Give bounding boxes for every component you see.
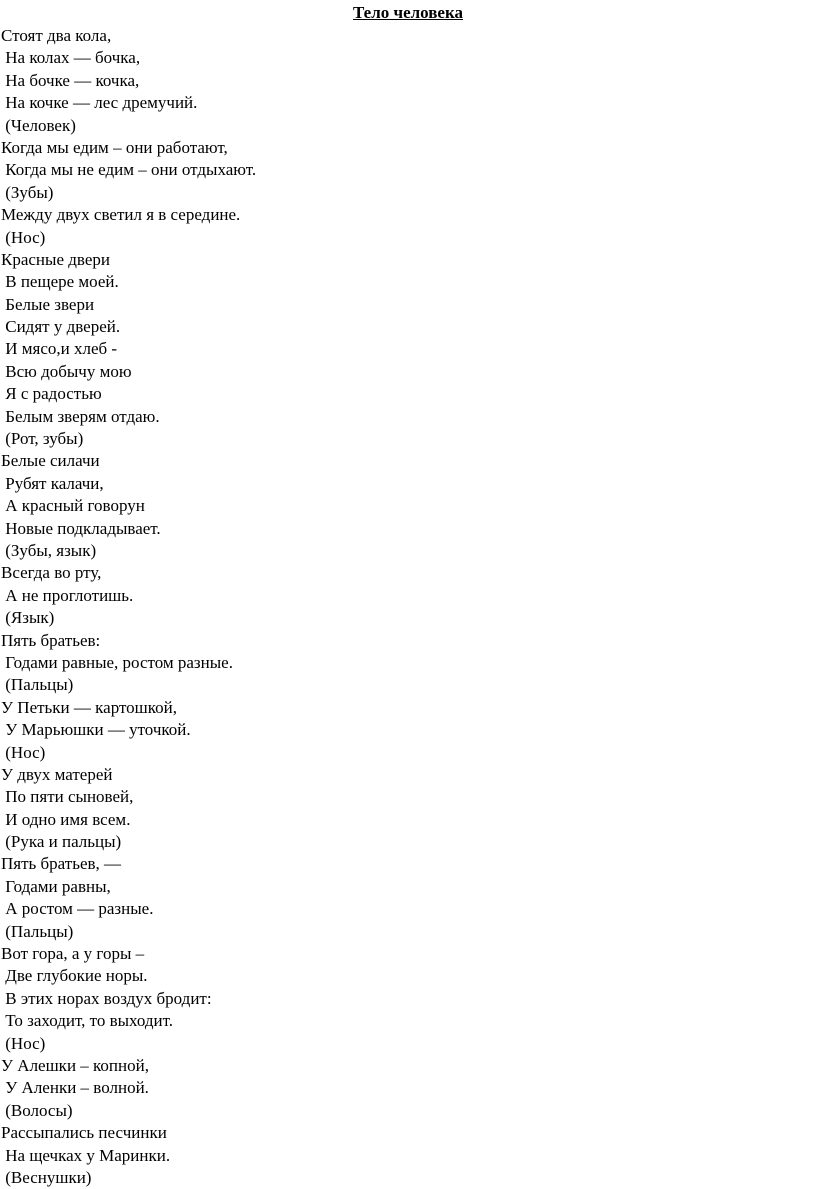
riddle-line: Годами равны, [1,876,111,896]
riddle-line: Вот гора, а у горы – [1,944,145,964]
riddle-line: Всю добычу мою [1,361,132,381]
riddle-line: У Аленки – волной. [1,1078,149,1098]
riddle-line: Стоят два кола, [1,26,112,45]
riddle-line: И мясо,и хлеб - [1,339,118,359]
riddle-line: На кочке — лес дремучий. [1,93,198,113]
riddle-line: Белым зверям отдаю. [1,406,160,426]
riddle-line: Когда мы не едим – они отдыхают. [1,160,257,180]
riddle-line: Я с радостью [1,384,102,404]
riddle-line: У Петьки — картошкой, [1,697,178,717]
riddle-line: В этих норах воздух бродит: [1,988,212,1008]
riddle-line: Новые подкладывает. [1,518,161,538]
riddle-line: (Пальцы) [1,675,74,695]
riddle-line: Годами равные, ростом разные. [1,652,233,672]
riddle-line: Когда мы едим – они работают, [1,137,228,157]
riddle-line: Сидят у дверей. [1,317,121,337]
riddle-line: Пять братьев: [1,630,101,650]
riddle-line: Рубят калачи, [1,473,104,493]
riddle-line: Пять братьев, — [1,854,122,874]
riddle-line: Красные двери [1,249,110,269]
page-title: Тело человека [352,3,464,22]
riddle-line: (Волосы) [1,1100,73,1120]
riddle-line: Белые звери [1,294,95,314]
riddle-line: На колах — бочка, [1,48,141,68]
riddle-line: (Нос) [1,1033,46,1053]
riddle-line: У Марьюшки — уточкой. [1,720,191,740]
riddle-line: (Рот, зубы) [1,429,84,449]
riddle-line: (Язык) [1,608,55,628]
riddle-line: (Зубы) [1,182,54,202]
riddle-line: У Алешки – копной, [1,1055,149,1075]
riddle-line: (Нос) [1,227,46,247]
riddle-line: На щечках у Маринки. [1,1145,171,1165]
riddle-line: У двух матерей [1,764,113,784]
riddle-line: А ростом — разные. [1,899,154,919]
riddle-line: На бочке — кочка, [1,70,140,90]
riddle-list [1,25,801,1189]
riddle-line: (Веснушки) [1,1167,92,1187]
riddle-line: (Пальцы) [1,921,74,941]
riddle-line: (Нос) [1,742,46,762]
riddle-line: Между двух светил я в середине. [1,205,241,225]
riddle-line: Всегда во рту, [1,563,102,583]
riddle-line: А не проглотишь. [1,585,134,605]
riddle-line: То заходит, то выходит. [1,1011,174,1031]
riddle-line: (Рука и пальцы) [1,832,122,852]
riddle-line: Две глубокие норы. [1,966,148,986]
riddle-line: (Зубы, язык) [1,540,97,560]
riddle-line: А красный говорун [1,496,145,516]
riddle-line: И одно имя всем. [1,809,131,829]
riddle-line: Белые силачи [1,451,100,471]
riddle-line: (Человек) [1,115,76,135]
riddle-line: По пяти сыновей, [1,787,134,807]
riddle-line: Рассыпались песчинки [1,1123,167,1143]
riddle-line: В пещере моей. [1,272,119,292]
